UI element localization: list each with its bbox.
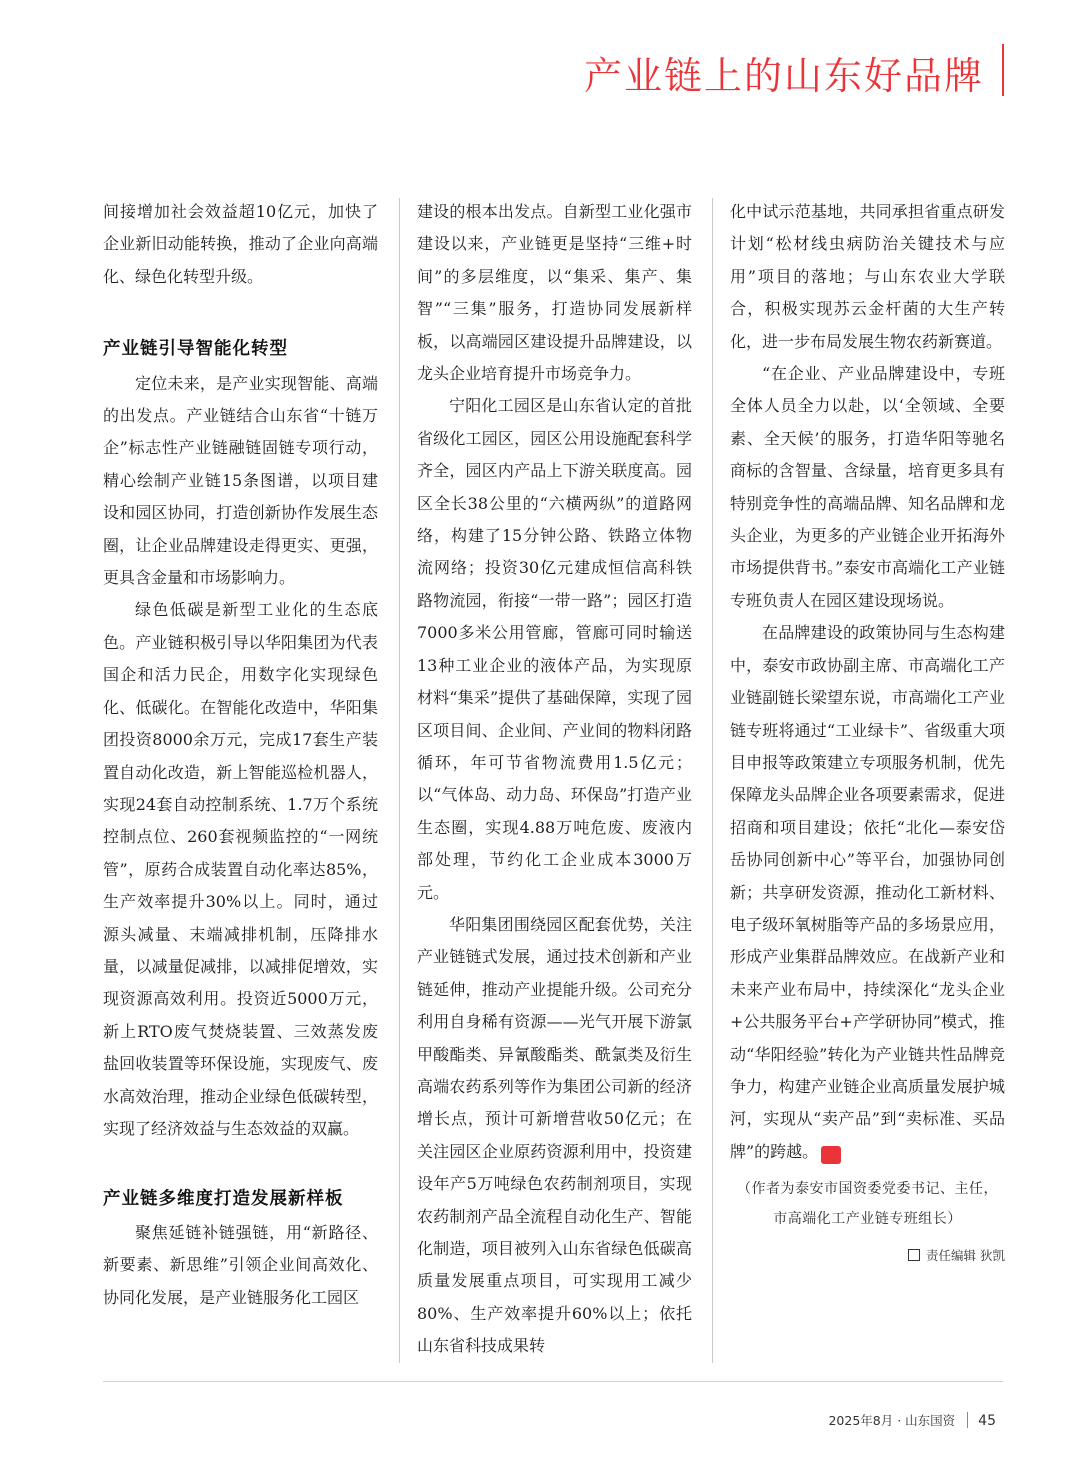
col1-paragraph-1: 间接增加社会效益超10亿元，加快了企业新旧动能转换，推动了企业向高端化、绿色化转型升级。 — [103, 202, 378, 286]
col3-paragraph-2: “在企业、产业品牌建设中，专班全体人员全力以赴，以‘全领域、全要素、全天候’的服务，打造华阳等驰名商标的含智量、含绿量，培育更多具有特别竞争性的高端品牌、知名品牌和龙头企业，为更多的产业链企业开拓海外市场提供背书。”泰安市高端化工产业链专班负责人在园区建设现场说。 — [730, 364, 1005, 610]
page-footer — [828, 1411, 996, 1431]
section-heading-multidimensional: 产业链多维度打造发展新样板 — [103, 1189, 344, 1210]
col3-paragraph-3-text: 在品牌建设的政策协同与生态构建中，泰安市政协副主席、市高端化工产业链副链长梁望东说，市高端化工产业链专班将通过“工业绿卡”、省级重大项目申报等政策建立专项服务机制，优先保障龙头品牌企业各项要素需求，促进招商和项目建设；依托“北化—泰安岱岳协同创新中心”等平台，加强协同创新；共享研发资源，推动化工新材料、电子级环氧树脂等产品的多场景应用，形成产业集群品牌效应。在战新产业和未来产业布局中，持续深化“龙头企业+公共服务平台+产学研协同”模式，推动“华阳经验”转化为产业链共性品牌竞争力，构建产业链企业高质量发展护城河，实现从“卖产品”到“卖标准、买品牌”的跨越。 — [730, 623, 1005, 1161]
footer-separator — [967, 1412, 968, 1428]
header-divider — [1002, 44, 1004, 96]
col2-paragraph-2: 宁阳化工园区是山东省认定的首批省级化工园区，园区公用设施配套科学齐全，园区内产品上下游关联度高。园区全长38公里的“六横两纵”的道路网络，构建了15分钟公路、铁路立体物流网络；投资30亿元建成恒信高科铁路物流园，衔接“一带一路”；园区打造7000多米公用管廊，管廊可同时输送13种工业企业的液体产品，为实现原材料“集采”提供了基础保障，实现了园区项目间、企业间、产业间的物料闭路循环，年可节省物流费用1.5亿元；以“气体岛、动力岛、环保岛”打造产业生态圈，实现4.88万吨危废、废液内部处理，节约化工企业成本3000万元。 — [417, 396, 692, 902]
col1-paragraph-3: 绿色低碳是新型工业化的生态底色。产业链积极引导以华阳集团为代表国企和活力民企，用数字化实现绿色化、低碳化。在智能化改造中，华阳集团投资8000余万元，完成17套生产装置自动化改造，新上智能巡检机器人，实现24套自动控制系统、1.7万个系统控制点位、260套视频监控的“一网统管”，原药合成装置自动化率达85%，生产效率提升30%以上。同时，通过源头减量、末端减排机制，压降排水量，以减量促减排，以减排促增效，实现资源高效利用。投资近5000万元，新上RTO废气焚烧装置、三效蒸发废盐回收装置等环保设施，实现废气、废水高效治理，推动企业绿色低碳转型，实现了经济效益与生态效益的双赢。 — [103, 600, 378, 1138]
column-3 — [730, 196, 1005, 1273]
column-2 — [417, 196, 692, 1363]
editor-credit-text: 责任编辑 狄凯 — [926, 1248, 1005, 1264]
col3-paragraph-1: 化中试示范基地，共同承担省重点研发计划“松材线虫病防治关键技术与应用”项目的落地；与山东农业大学联合，积极实现苏云金杆菌的大生产转化，进一步布局发展生物农药新赛道。 — [730, 202, 1005, 351]
col1-paragraph-2: 定位未来，是产业实现智能、高端的出发点。产业链结合山东省“十链万企”标志性产业链融链固链专项行动，精心绘制产业链15条图谱，以项目建设和园区协同，打造创新协作发展生态圈，让企业品牌建设走得更实、更强，更具含金量和市场影响力。 — [103, 373, 378, 588]
col1-paragraph-4: 聚焦延链补链强链，用“新路径、新要素、新思维”引领企业间高效化、协同化发展，是产业链服务化工园区 — [103, 1222, 378, 1307]
page-number: 45 — [978, 1413, 996, 1429]
footer-divider — [103, 1381, 1003, 1382]
col2-paragraph-1: 建设的根本出发点。自新型工业化强市建设以来，产业链更是坚持“三维+时间”的多层维度，以“集采、集产、集智”“三集”服务，打造协同发展新样板，以高端园区建设提升品牌建设，以龙头企业培育提升市场竞争力。 — [417, 202, 692, 384]
col3-paragraph-3 — [730, 617, 1005, 1168]
footer-issue: 2025年8月 · 山东国资 — [828, 1413, 956, 1428]
author-note: （作者为泰安市国资委党委书记、主任，市高端化工产业链专班组长） — [737, 1181, 998, 1228]
col2-paragraph-3: 华阳集团围绕园区配套优势，关注产业链链式发展，通过技术创新和产业链延伸，推动产业提能升级。公司充分利用自身稀有资源——光气开展下游氯甲酸酯类、异氰酸酯类、酰氯类及衍生高端农药系列等作为集团公司新的经济增长点，预计可新增营收50亿元；在关注园区企业原药资源利用中，投资建设年产5万吨绿色农药制剂项目，实现农药制剂产品全流程自动化生产、智能化制造，项目被列入山东省绿色低碳高质量发展重点项目，可实现用工减少80%、生产效率提升60%以上；依托山东省科技成果转 — [417, 914, 692, 1356]
section-header-title: 产业链上的山东好品牌 — [583, 54, 984, 98]
column-divider-1 — [399, 198, 400, 1363]
section-heading-intelligent: 产业链引导智能化转型 — [103, 339, 288, 360]
column-1 — [103, 196, 378, 1314]
square-bullet-icon — [908, 1249, 920, 1261]
editor-credit — [730, 1240, 1005, 1272]
magazine-end-mark-icon: Z — [821, 1146, 841, 1164]
column-divider-2 — [712, 198, 713, 1363]
